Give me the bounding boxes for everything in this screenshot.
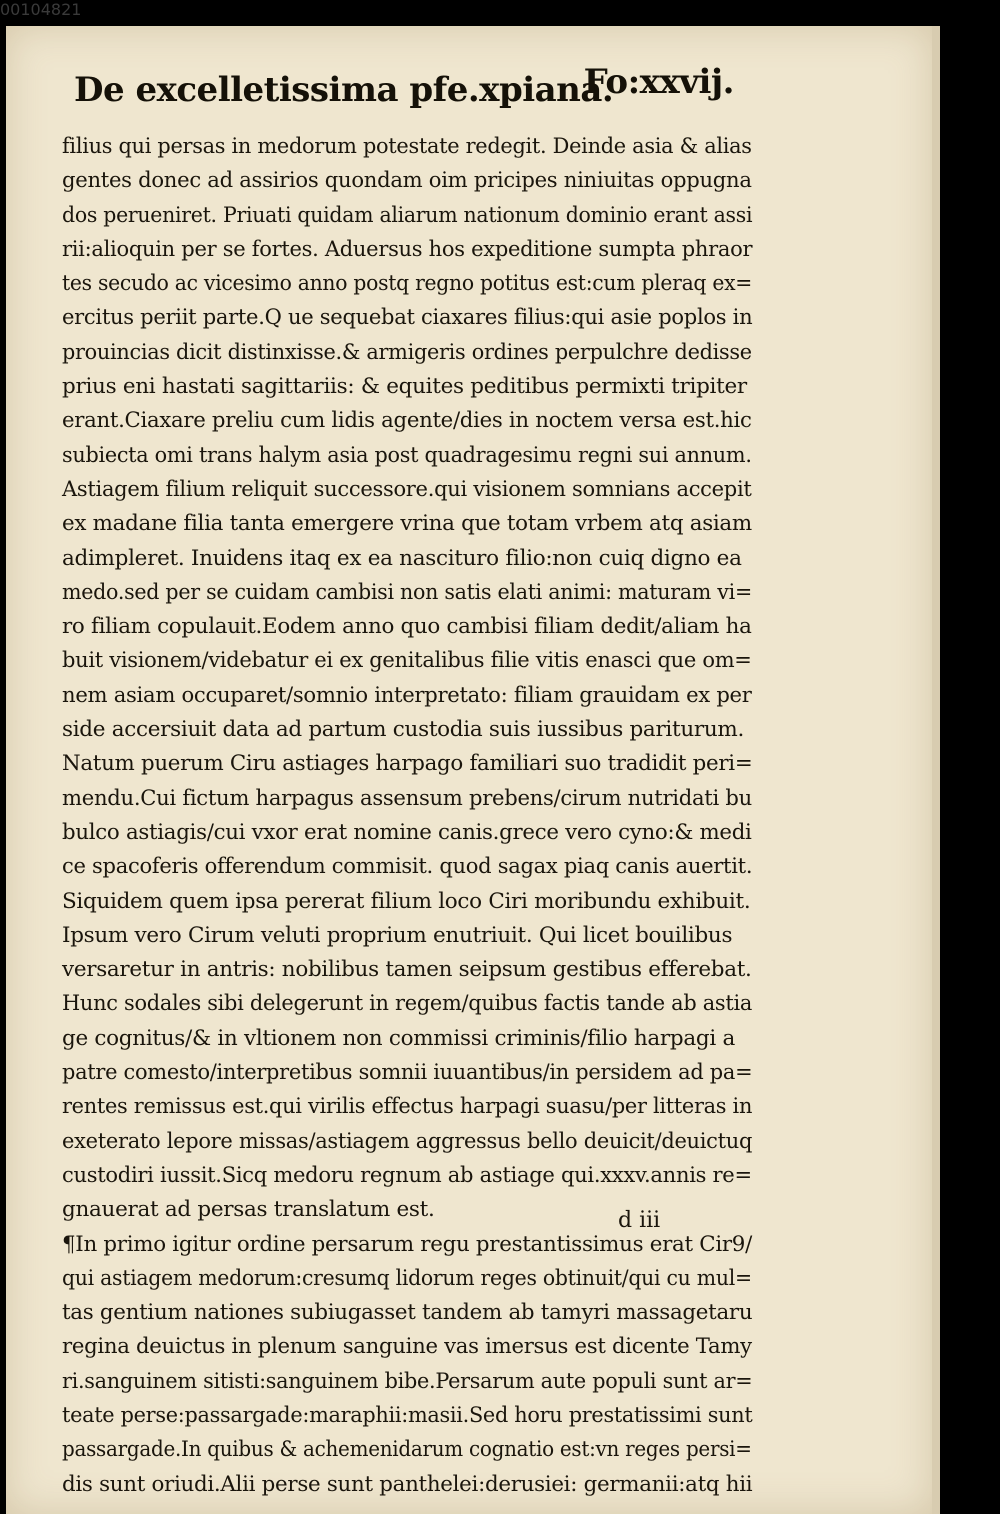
text-line: Astiagem filium reliquit successore.qui visionem somnians accepit <box>62 476 752 502</box>
signature-mark: d iii <box>618 1208 661 1233</box>
text-line: gnauerat ad persas translatum est. <box>62 1197 435 1223</box>
text-line: Ipsum vero Cirum veluti proprium enutriuit. Qui licet bouilibus <box>62 922 733 948</box>
text-line: versaretur in antris: nobilibus tamen seipsum gestibus efferebat. <box>62 957 752 983</box>
text-line: Siquidem quem ipsa pererat filium loco Ciri moribundu exhibuit. <box>62 888 751 914</box>
text-line: teate perse:passargade:maraphii:masii.Sed horu prestatissimi sunt <box>62 1402 753 1428</box>
text-line: nem asiam occuparet/somnio interpretato: filiam grauidam ex per <box>62 682 752 708</box>
text-line: dos perueniret. Priuati quidam aliarum nationum dominio erant assi <box>62 202 753 228</box>
text-line: subiecta omi trans halym asia post quadragesimu regni sui annum. <box>62 442 752 468</box>
text-line: mendu.Cui fictum harpagus assensum prebens/cirum nutridati bu <box>62 785 752 811</box>
text-line: ge cognitus/& in vltionem non commissi criminis/filio harpagi a <box>62 1025 735 1051</box>
running-title: De excelletissima pfe.xpiana. <box>74 70 614 110</box>
text-line: adimpleret. Inuidens itaq ex ea nasciturо filio:non cuiq digno ea <box>62 545 742 571</box>
text-line: erant.Ciaxare preliu cum lidis agente/dies in noctem versa est.hic <box>62 408 752 434</box>
page-identifier: 00104821 <box>0 0 82 19</box>
text-line: ercitus periit parte.Q ue sequebat ciaxares filius:qui asie poplos in <box>62 305 753 331</box>
running-header <box>74 58 734 118</box>
text-line: Hunc sodales sibi delegerunt in regem/quibus factis tande ab astia <box>62 991 753 1017</box>
text-line: medo.sed per se cuidam cambisi non satis elati animi: maturam vi= <box>62 579 752 605</box>
text-line: ex madane filia tanta emergere vrina que totam vrbem atq asiam <box>62 511 752 537</box>
text-line: ro filiam copulauit.Eodem anno quo cambisi filiam dedit/aliam ha <box>62 614 752 640</box>
text-line: prius eni hastati sagittariis: & equites peditibus permixti tripiter <box>62 374 747 400</box>
text-line: regina deuictus in plenum sanguine vas imersus est dicente Tamy <box>62 1334 752 1360</box>
text-line: gentes donec ad assirios quondam oim pricipes niniuitas oppugna <box>62 168 752 194</box>
folio-number: Fo:xxvij. <box>583 62 734 102</box>
text-line: bulco astiagis/cui vxor erat nomine canis.grece vero cyno:& medi <box>62 819 752 845</box>
text-line: ce spacoferis offerendum commisit. quod sagax piaq canis auertit. <box>62 854 753 880</box>
text-line: qui astiagem medorum:cresumq lidorum reges obtinuit/qui cu mul= <box>62 1265 752 1291</box>
text-line: tes secudo ac vicesimo anno postq regno potitus est:cum pleraq ex= <box>62 271 753 297</box>
text-line: exeterato lepore missas/astiagem aggressus bello deuicit/deuictuq <box>62 1128 753 1154</box>
text-line: dis sunt oriudi.Alii perse sunt panthelei:derusiei: germanii:atq hii <box>62 1471 753 1497</box>
text-line: filius qui persas in medorum potestate redegit. Deinde asia & alias <box>62 134 752 159</box>
text-line: passargade.In quibus & achemenidarum cognatio est:vn reges persi= <box>62 1437 752 1463</box>
page-edge <box>932 26 940 1514</box>
text-line: ¶In primo igitur ordine persarum regu prestantissimus erat Cir9/ <box>62 1231 753 1257</box>
text-line: patre comesto/interpretibus somnii iuuantibus/in persidem ad pa= <box>62 1060 753 1086</box>
text-line: side accersiuit data ad partum custodia suis iussibus pariturum. <box>62 717 745 743</box>
text-line: Natum puerum Ciru astiages harpago familiari suo tradidit peri= <box>62 751 753 777</box>
text-line: tas gentium nationes subiugasset tandem ab tamyri massagetaru <box>62 1300 753 1326</box>
text-line: buit visionem/videbatur ei ex genitalibus filie vitis enasci que om= <box>62 648 752 674</box>
text-line: prouincias dicit distinxisse.& armigeris ordines perpulchre dedisse <box>62 339 752 365</box>
text-line: custodiri iussit.Sicq medoru regnum ab astiage qui.xxxv.annis re= <box>62 1162 752 1188</box>
text-block <box>62 130 752 1502</box>
text-line: ri.sanguinem sitisti:sanguinem bibe.Persarum aute populi sunt ar= <box>62 1368 753 1394</box>
text-line: rii:alioquin per se fortes. Aduersus hos expeditione sumpta phraor <box>62 236 753 262</box>
text-line: rentes remissus est.qui virilis effectus harpagi suasu/per litteras in <box>62 1094 753 1120</box>
